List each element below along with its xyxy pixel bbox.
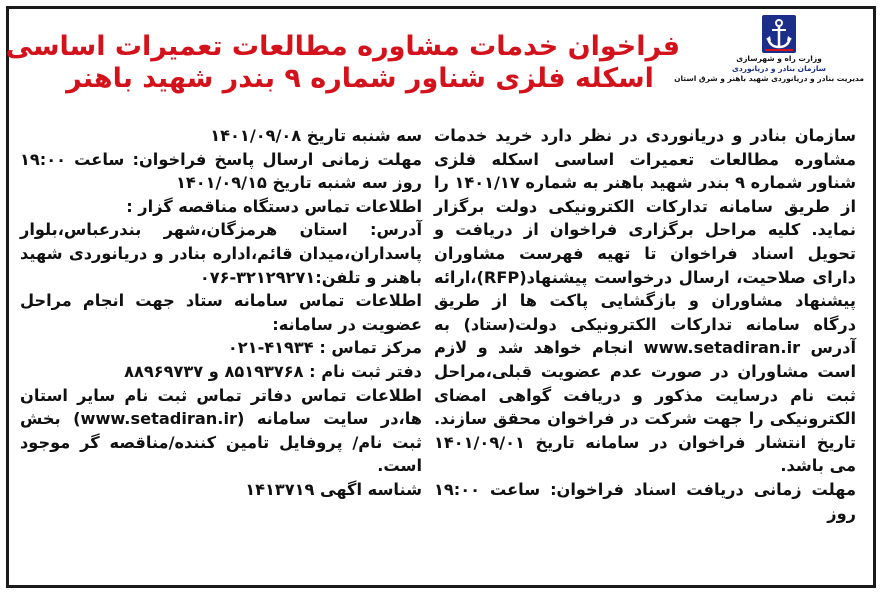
left-column — [20, 124, 422, 502]
deadline-receive-documents: مهلت زمانی دریافت اسناد فراخوان: ساعت ۱۹:۰۰ روز — [434, 479, 856, 523]
title-line-2: اسکله فلزی شناور شماره ۹ بندر شهید باهنر — [66, 63, 654, 94]
title-line-1: فراخوان خدمات مشاوره مطالعات تعمیرات اساسی — [5, 31, 680, 62]
logo-department-text: مدیریت بنادر و دریانوردی شهید باهنر و شرق استان — [674, 74, 864, 83]
advertisement-id: شناسه اگهی ۱۴۱۳۷۱۹ — [245, 479, 422, 499]
announcement-body: سازمان بنادر و دریانوردی در نظر دارد خرید خدمات مشاوره مطالعات تعمیرات اساسی اسکله فلزی شناور شماره ۹ بندر شهید باهنر به شماره ۱۴۰۱/۱۷ را از طریق سامانه تدارکات الکترونیکی دولت برگزار نماید. کلیه مراحل برگزاری فراخوان از دریافت و تحویل اسناد فراخوان تا تهیه فهرست مشاوران دارای صلاحیت، ارسال درخواست پیشنهاد(RFP)،ارائه پیشنهاد مشاوران و بازگشایی پاکت ها از طریق درگاه سامانه تدارکات الکترونیکی دولت(ستاد) به آدرس www.setadiran.ir انجام خواهد شد و لازم است مشاوران در صورت عدم عضویت قبلی،مراحل ثبت نام درسایت مذکور و دریافت گواهی امضای الکترونیکی را جهت شرکت در فراخوان محقق سازند. تاریخ انتشار فراخوان در سامانه تاریخ ۱۴۰۱/۰۹/۰۱ می باشد. — [433, 126, 856, 476]
setad-contact-heading: اطلاعات تماس سامانه ستاد جهت انجام مراحل عضویت در سامانه: — [20, 291, 422, 334]
anchor-emblem-icon — [761, 14, 797, 54]
registration-office: دفتر ثبت نام : ۸۵۱۹۳۷۶۸ و ۸۸۹۶۹۷۳۷ — [124, 361, 422, 381]
contact-heading: اطلاعات تماس دستگاه مناقصه گزار : — [126, 196, 422, 216]
provinces-contact-info: اطلاعات تماس دفاتر تماس ثبت نام سایر استان ها،در سایت سامانه (www.setadiran.ir) بخش ثبت نام/ پروفایل تامین کننده/مناقصه گر موجود است. — [20, 385, 422, 476]
deadline-submit-response: مهلت زمانی ارسال پاسخ فراخوان: ساعت ۱۹:۰۰ روز سه شنبه تاریخ ۱۴۰۱/۰۹/۱۵ — [20, 149, 422, 193]
deadline-date-line: سه شنبه تاریخ ۱۴۰۱/۰۹/۰۸ — [210, 126, 422, 145]
logo-ministry-text: وزارت راه و شهرسازی — [736, 54, 822, 63]
organization-logo — [674, 14, 864, 114]
logo-organization-text: سازمان بنادر و دریانوردی — [731, 64, 827, 73]
call-center: مرکز تماس : ۴۱۹۳۴-۰۲۱ — [227, 338, 422, 358]
right-column — [434, 124, 856, 525]
contact-address: آدرس: استان هرمزگان،شهر بندرعباس،بلوار پاسداران،میدان قائم،اداره بنادر و دریانوردی شهید باهنر و تلفن:۳۲۱۲۹۲۷۱-۰۷۶ — [20, 220, 422, 287]
